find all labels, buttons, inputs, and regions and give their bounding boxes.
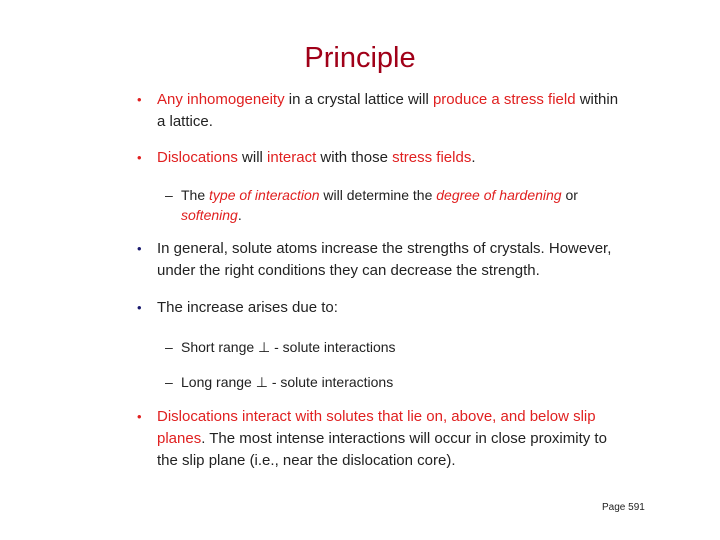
bullet-dot: • [137,92,142,107]
bullet-text [157,147,627,169]
page-number: Page 591 [602,502,645,513]
bullet-dot: • [137,409,142,424]
sub-dash: – [165,187,173,203]
sub-text [181,185,601,225]
sub-text: Short range ⊥ - solute interactions [181,339,396,355]
highlight-text: produce a stress field [432,91,576,108]
plain-text: The [181,187,210,203]
sub-text: Long range ⊥ - solute interactions [181,374,394,390]
bullet-dot: • [137,150,142,165]
plain-text: within a lattice. [157,91,619,130]
highlight-text: softening [181,207,238,223]
plain-text: . [237,207,242,223]
bullet-text: In general, solute atoms increase the strengths of crystals. However, under the right conditions they can decrease the strength. [157,240,612,279]
bullet-text [157,89,627,133]
bullet-text [157,406,627,472]
plain-text: or [561,187,578,203]
highlight-text: Dislocations interact with solutes that lie on, above, and below slip planes [157,408,596,447]
bullet-dot: • [137,300,142,315]
plain-text: with those [316,149,393,166]
highlight-text: Dislocations [157,149,238,166]
highlight-text: degree of hardening [436,187,562,203]
bullet-text: The increase arises due to: [157,299,338,316]
plain-text: . [471,149,476,166]
plain-text: in a crystal lattice will [284,91,433,108]
highlight-text: interact [267,149,317,166]
page-title: Principle [304,42,416,74]
plain-text: will [237,149,268,166]
plain-text: . The most intense interactions will occur in close proximity to the slip plane (i.e., near the dislocation core). [157,430,607,469]
highlight-text: Any inhomogeneity [157,91,285,108]
highlight-text: type of interaction [209,187,320,203]
sub-dash: – [165,339,173,355]
plain-text: will determine the [319,187,437,203]
highlight-text: stress fields [392,149,472,166]
sub-dash: – [165,374,173,390]
bullet-dot: • [137,241,142,256]
